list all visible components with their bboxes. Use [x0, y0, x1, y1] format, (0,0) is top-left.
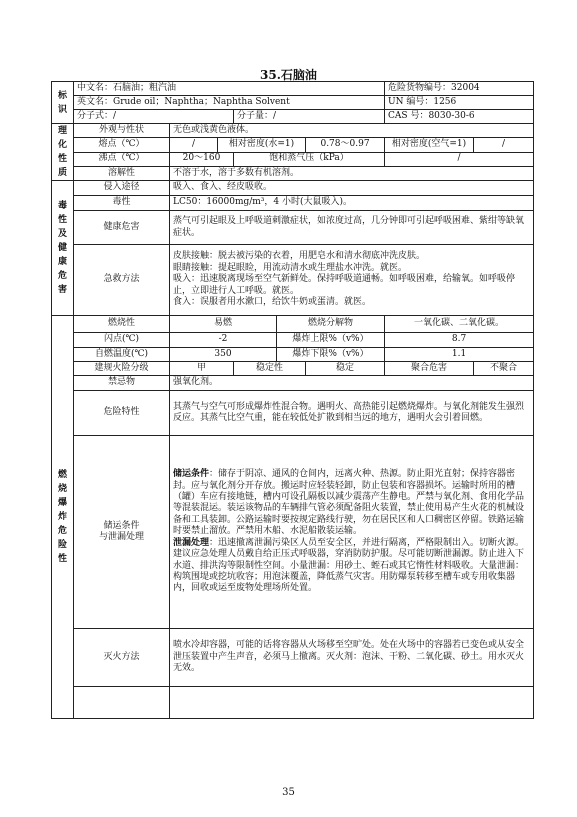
density-air-value: /	[474, 138, 534, 152]
un-dangerous-no: 危险货物编号：32004	[385, 82, 534, 96]
products-value: 一氧化碳、二氧化碳。	[385, 316, 534, 333]
vapor-label: 饱和蒸气压（kPa）	[234, 152, 385, 166]
upper-limit-value: 8.7	[385, 333, 534, 348]
firstaid-inhalation: 吸入：迅速脱离现场至空气新鲜处。保持呼吸道通畅。如呼吸困难，给输氧。如呼吸停止，立即进行人工呼吸。就医。	[173, 274, 516, 296]
products-label: 燃烧分解物	[277, 316, 385, 333]
firstaid-value	[170, 245, 534, 316]
stability-value: 稳定	[306, 362, 385, 376]
route-label: 侵入途径	[74, 181, 170, 196]
density-water-label: 相对密度(水=1)	[218, 138, 306, 152]
polymer-label: 聚合危害	[385, 362, 474, 376]
leak-text: ：迅速撤离泄漏污染区人员至安全区，并进行隔离，严格限制出入。切断火源。建议应急处理人员戴自给正压式呼吸器，穿消防防护服。尽可能切断泄漏源。防止进入下水道、排洪沟等限制性空间。小量泄漏：用砂土、蛭石或其它惰性材料吸收。大量泄漏：构筑围堤或挖坑收容；用泡沫覆盖，降低蒸气灾害。用防爆泵转移至槽车或专用收集器内，回收或运至废物处理场所处置。	[173, 537, 525, 594]
stability-label: 稳定性	[234, 362, 306, 376]
storage-label	[74, 436, 170, 629]
fire-class-value: 甲	[170, 362, 234, 376]
incompatible-label: 禁忌物	[74, 376, 170, 391]
vapor-value: /	[385, 152, 534, 166]
upper-limit-label: 爆炸上限%（v%）	[277, 333, 385, 348]
storage-label-line1: 储运条件	[103, 520, 140, 531]
extinguish-value: 喷水冷却容器，可能的话将容器从火场移至空旷处。处在火场中的容器若已变色或从安全泄压装置中产生声音，必须马上撤离。灭火剂：泡沫、干粉、二氧化碳、砂土。用水灭火无效。	[170, 629, 534, 687]
health-label: 健康危害	[74, 211, 170, 245]
firstaid-eyes: 眼睛接触：提起眼睑，用流动清水或生理盐水冲洗。就医。	[173, 262, 408, 273]
cn-name: 中文名：石脑油；粗汽油	[74, 82, 385, 96]
boiling-value: 20～160	[170, 152, 234, 166]
solubility-label: 溶解性	[74, 166, 170, 180]
page-title: 35.石脑油	[260, 68, 317, 82]
density-water-value: 0.78～0.97	[306, 138, 385, 152]
section-identification: 标识	[52, 82, 74, 124]
extinguish-label: 灭火方法	[74, 629, 170, 687]
storage-paragraph	[173, 469, 530, 537]
storage-heading: 储运条件	[173, 469, 210, 480]
formula: 分子式：/	[74, 110, 234, 124]
firstaid-skin: 皮肤接触：脱去被污染的衣着，用肥皂水和清水彻底冲洗皮肤。	[173, 251, 426, 262]
firstaid-label: 急救方法	[74, 245, 170, 316]
flash-value: -2	[170, 333, 277, 348]
boiling-label: 沸点（℃）	[74, 152, 170, 166]
health-value: 蒸气可引起眼及上呼吸道刺激症状，如浓度过高，几分钟即可引起呼吸困难、紫绀等缺氧症状。	[170, 211, 534, 245]
leak-paragraph	[173, 538, 530, 595]
leak-heading: 泄漏处理	[173, 537, 210, 548]
flammability-value: 易燃	[170, 316, 277, 333]
blank-cell	[170, 687, 534, 719]
en-name: 英文名：Grude oil；Naphtha；Naphtha Solvent	[74, 96, 385, 110]
page-number: 35	[282, 787, 295, 798]
section-toxicity: 毒性及健康危害	[52, 181, 74, 316]
melting-value: /	[170, 138, 218, 152]
route-value: 吸入、食入、经皮吸收。	[170, 181, 534, 196]
fire-class-label: 建规火险分级	[74, 362, 170, 376]
firstaid-ingestion: 食入：误服者用水漱口，给饮牛奶或蛋清。就医。	[173, 297, 372, 308]
blank-cell	[74, 687, 170, 719]
hazard-value: 其蒸气与空气可形成爆炸性混合物。遇明火、高热能引起燃烧爆炸。与氧化剂能发生强烈反应。其蒸气比空气重，能在较低处扩散到相当远的地方，遇明火会引着回燃。	[170, 391, 534, 436]
msds-table	[51, 81, 534, 719]
flash-label: 闪点(℃)	[74, 333, 170, 348]
polymer-value: 不聚合	[474, 362, 534, 376]
autoignition-value: 350	[170, 348, 277, 362]
incompatible-value: 强氧化剂。	[170, 376, 534, 391]
hazard-label: 危险特性	[74, 391, 170, 436]
storage-value	[170, 436, 534, 629]
section-properties: 理化性质	[52, 124, 74, 181]
toxicity-label: 毒性	[74, 196, 170, 211]
un-no: UN 编号：1256	[385, 96, 534, 110]
solubility-value: 不溶于水，溶于多数有机溶剂。	[170, 166, 534, 180]
melting-label: 熔点（℃）	[74, 138, 170, 152]
mol-weight: 分子量：/	[234, 110, 385, 124]
storage-label-line2: 与泄漏处理	[98, 532, 144, 542]
appearance-label: 外观与性状	[74, 124, 170, 138]
cas-no: CAS 号：8030-30-6	[385, 110, 534, 124]
appearance-value: 无色或浅黄色液体。	[170, 124, 534, 138]
lower-limit-label: 爆炸下限%（v%）	[277, 348, 385, 362]
autoignition-label: 自燃温度(℃)	[74, 348, 170, 362]
lower-limit-value: 1.1	[385, 348, 534, 362]
storage-text: ：储存于阴凉、通风的仓间内，远离火种、热源。防止阳光直射；保持容器密封。应与氧化剂分开存放。搬运时应轻装轻卸，防止包装和容器损坏。运输时所用的槽（罐）车应有接地链，槽内可设孔隔板以减少震荡产生静电。严禁与氧化剂、食用化学品等混装混运。装运该物品的车辆排气管必须配备阻火装置，禁止使用易产生火花的机械设备和工具装卸。公路运输时要按规定路线行驶，勿在居民区和人口稠密区停留。铁路运输时要禁止溜放。严禁用木船、水泥船散装运输。	[173, 469, 525, 537]
density-air-label: 相对密度(空气=1)	[385, 138, 474, 152]
section-fire: 燃烧爆炸危险性	[52, 316, 74, 719]
flammability-label: 燃烧性	[74, 316, 170, 333]
toxicity-value: LC50：16000mg/m³，4 小时(大鼠吸入)。	[170, 196, 534, 211]
